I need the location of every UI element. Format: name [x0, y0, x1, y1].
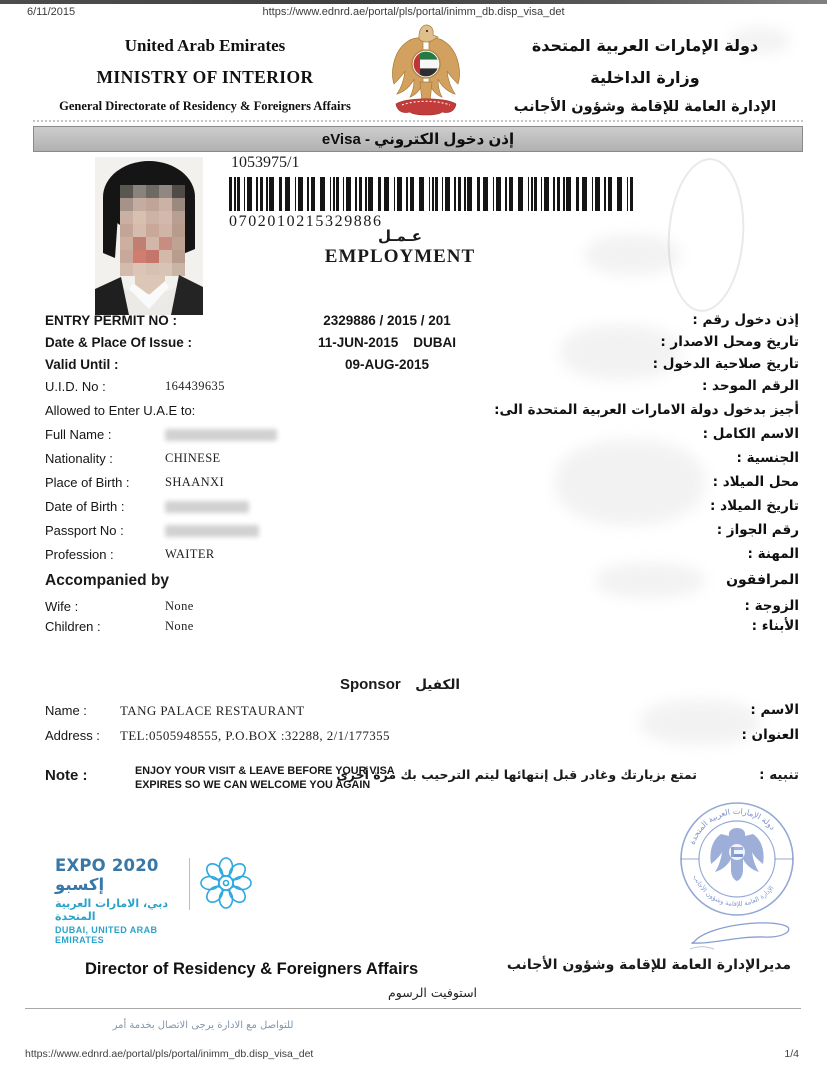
field-row-birth-date	[45, 498, 802, 522]
footer-rule	[25, 1008, 801, 1009]
field-label-ar: الأبناء :	[751, 618, 799, 634]
field-value: TANG PALACE RESTAURANT	[120, 703, 305, 718]
field-label-ar: تاريخ ومحل الاصدار :	[660, 334, 799, 350]
field-label-en: Profession :	[45, 547, 114, 562]
country-name-en: United Arab Emirates	[124, 36, 286, 55]
field-row-sponsor-name	[45, 702, 802, 727]
director-title-ar: مديرالإدارة العامة للإقامة وشؤون الأجانب	[506, 957, 791, 973]
directorate-name-ar: الإدارة العامة للإقامة وشؤون الأجانب	[513, 99, 777, 115]
sponsor-heading-en: Sponsor	[339, 676, 401, 693]
field-label-en: Address :	[45, 728, 100, 743]
country-name-ar: دولة الإمارات العربية المتحدة	[531, 36, 759, 55]
field-label-ar: رقم الجواز :	[716, 522, 799, 538]
print-url: https://www.ednrd.ae/portal/pls/portal/inimm_db.disp_visa_det	[262, 6, 565, 18]
scan-smudge	[585, 235, 680, 275]
field-label-ar: الاسم :	[750, 702, 799, 718]
field-row-entry-permit	[45, 312, 802, 334]
evisa-title-banner: eVisa - إذن دخول الكتروني	[33, 126, 803, 152]
accompanied-by-ar: المرافقون	[726, 572, 799, 588]
field-row-uid	[45, 378, 802, 402]
field-row-nationality	[45, 450, 802, 474]
field-label-en: Children :	[45, 619, 101, 634]
accompanied-by-heading	[45, 572, 802, 598]
field-label-ar: المهنة :	[747, 546, 799, 562]
redacted-value	[165, 501, 249, 513]
expo-rosette-icon	[199, 856, 253, 915]
expo-divider	[189, 858, 190, 910]
field-label-en: Wife :	[45, 599, 79, 614]
scan-edge-strip	[0, 0, 827, 4]
note-line-1: ENJOY YOUR VISIT & LEAVE BEFORE YOUR VISA	[135, 765, 395, 777]
sponsor-heading-ar: الكفيل	[415, 677, 461, 693]
note-section	[45, 764, 802, 800]
field-label-en: Place of Birth :	[45, 475, 130, 490]
print-date: 6/11/2015	[27, 6, 76, 18]
field-label-ar: الزوجة :	[744, 598, 799, 614]
director-title-en: Director of Residency & Foreigners Affairs	[85, 960, 419, 978]
field-label-ar: تاريخ الميلاد :	[710, 498, 799, 514]
field-value: 11-JUN-2015 DUBAI	[317, 335, 457, 350]
contact-note-ar: للتواصل مع الادارة يرجى الاتصال بخدمة أمر	[112, 1020, 294, 1031]
note-line-2: EXPIRES SO WE CAN WELCOME YOU AGAIN	[135, 778, 371, 791]
field-label-en: Name :	[45, 703, 87, 718]
file-number: 1053975/1	[231, 154, 300, 171]
visa-type-ar: عـمـل	[378, 227, 422, 245]
fees-collected-ar: استوفيت الرسوم	[388, 985, 478, 1000]
sponsor-section	[45, 676, 802, 752]
field-label-ar: العنوان :	[741, 727, 799, 743]
expo-city-ar: دبي، الامارات العربية المتحدة	[55, 897, 169, 923]
field-value: 09-AUG-2015	[344, 357, 430, 372]
field-row-allowed	[45, 402, 802, 426]
field-value: SHAANXI	[165, 475, 225, 489]
field-row-wife	[45, 598, 802, 618]
field-value: WAITER	[165, 547, 215, 561]
field-row-issue	[45, 334, 802, 356]
note-text-ar: تمتع بزيارتك وغادر قبل إنتهائها ليتم الترحيب بك مرة أخرى	[336, 767, 697, 782]
field-label-en: Nationality :	[45, 451, 113, 466]
field-label-en: U.I.D. No :	[45, 379, 106, 394]
field-row-sponsor-address	[45, 727, 802, 752]
field-label-ar: أجيز بدخول دولة الامارات العربية المتحدة الى:	[494, 402, 799, 418]
expo-2020-logo	[55, 856, 187, 945]
directorate-round-stamp-icon	[676, 798, 798, 925]
field-label-en: Full Name :	[45, 427, 112, 442]
uae-falcon-emblem-icon	[386, 24, 466, 126]
visa-type-en: EMPLOYMENT	[324, 246, 476, 267]
field-label-en: Allowed to Enter U.A.E to:	[45, 403, 196, 418]
field-row-valid-until	[45, 356, 802, 378]
field-value: None	[165, 619, 194, 633]
field-value: 164439635	[165, 379, 225, 393]
field-label-ar: إذن دخول رقم :	[692, 312, 799, 328]
note-label-ar: تنبيه :	[759, 767, 799, 783]
field-value: 2329886 / 2015 / 201	[323, 313, 451, 328]
dotted-separator	[33, 120, 803, 122]
visa-fields	[45, 312, 802, 638]
faint-stamp-ghost	[663, 156, 750, 315]
redacted-value	[165, 525, 259, 537]
field-value: None	[165, 599, 194, 613]
field-label-en: Passport No :	[45, 523, 124, 538]
expo-title: EXPO 2020 إكسبو	[55, 856, 159, 894]
field-label-en: Date of Birth :	[45, 499, 125, 514]
field-row-passport	[45, 522, 802, 546]
field-row-full-name	[45, 426, 802, 450]
accompanied-by-en: Accompanied by	[45, 572, 170, 589]
note-label-en: Note :	[45, 767, 88, 784]
footer-url: https://www.ednrd.ae/portal/pls/portal/inimm_db.disp_visa_det	[25, 1048, 314, 1060]
field-label-ar: الجنسية :	[736, 450, 799, 466]
field-label-en: Valid Until :	[45, 357, 119, 372]
barcode	[229, 177, 637, 211]
field-label-ar: محل الميلاد :	[712, 474, 799, 490]
field-label-ar: الرقم الموحد :	[701, 378, 799, 394]
field-label-en: Date & Place Of Issue :	[45, 335, 193, 350]
redacted-value	[165, 429, 277, 441]
field-row-profession	[45, 546, 802, 570]
svg-text:الإدارة العامة للإقامة وشؤون ا: الإدارة العامة للإقامة وشؤون الأجانب	[691, 873, 776, 909]
barcode-digits: 0702010215329886	[229, 213, 383, 230]
field-label-en: ENTRY PERMIT NO :	[45, 313, 178, 328]
field-label-ar: تاريخ صلاحية الدخول :	[652, 356, 799, 372]
page-number: 1/4	[784, 1048, 799, 1060]
expo-city-en: DUBAI, UNITED ARAB EMIRATES	[55, 925, 158, 945]
sponsor-heading	[45, 676, 755, 702]
field-value: CHINESE	[165, 451, 221, 465]
field-row-birth-place	[45, 474, 802, 498]
field-label-ar: الاسم الكامل :	[702, 426, 799, 442]
signature-scribble-icon	[688, 916, 798, 961]
applicant-photo	[95, 157, 203, 320]
ministry-name-ar: وزارة الداخلية	[590, 68, 700, 87]
field-value: TEL:0505948555, P.O.BOX :32288, 2/1/177355	[120, 728, 390, 743]
field-row-children	[45, 618, 802, 638]
ministry-name-en: MINISTRY OF INTERIOR	[96, 67, 314, 87]
directorate-name-en: General Directorate of Residency & Foreigners Affairs	[59, 99, 351, 113]
svg-text:دولة الإمارات العربية المتحدة: دولة الإمارات العربية المتحدة	[687, 806, 778, 846]
